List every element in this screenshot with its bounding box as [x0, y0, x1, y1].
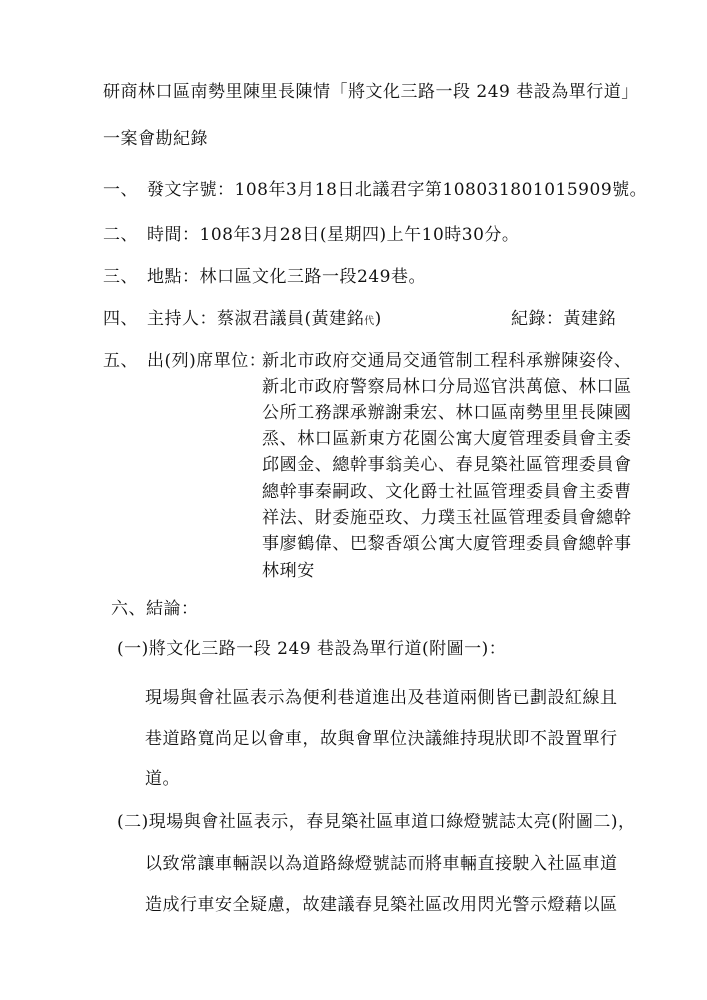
conclusion-section-line: 道。 — [145, 769, 180, 789]
item-text: 地點：林口區文化三路一段249巷。 — [147, 267, 426, 287]
conclusion-section-heading: (一)將文化三路一段 249 巷設為單行道(附圖一)： — [117, 639, 507, 659]
document-title-line-2: 一案會勘紀錄 — [103, 129, 208, 149]
attendees-label: 出(列)席單位： — [147, 351, 267, 371]
item-text: 時間：108年3月28日(星期四)上午10時30分。 — [147, 225, 520, 245]
item-number: 四、 — [103, 309, 138, 329]
conclusion-section-heading: (二)現場與會社區表示，春見築社區車道口綠燈號誌太亮(附圖二)， — [117, 812, 636, 832]
attendees-line: 烝、林口區新東方花園公寓大廈管理委員會主委 — [262, 429, 632, 449]
attendees-line: 公所工務課承辦謝秉宏、林口區南勢里里長陳國 — [262, 403, 632, 423]
attendees-line: 新北市政府交通局交通管制工程科承辦陳姿伶、 — [262, 351, 632, 371]
host-label: 主持人：蔡淑君議員(黃建銘 — [147, 309, 365, 329]
conclusion-section-line: 巷道路寬尚足以會車，故與會單位決議維持現狀即不設置單行 — [145, 729, 618, 749]
conclusion-section-line: 現場與會社區表示為便利巷道進出及巷道兩側皆已劃設紅線且 — [145, 688, 618, 708]
attendees-line: 新北市政府警察局林口分局巡官洪萬億、林口區 — [262, 377, 632, 397]
item-text: 發文字號：108年3月18日北議君字第108031801015909號。 — [147, 180, 648, 200]
item-number: 二、 — [103, 225, 138, 245]
item-issue-number — [103, 175, 647, 200]
item-attendees-label — [103, 346, 266, 371]
item-number: 五、 — [103, 351, 138, 371]
host-proxy-mark: 代 — [364, 316, 375, 327]
item-number: 三、 — [103, 267, 138, 287]
item-location — [103, 262, 426, 287]
conclusion-heading: 六、結論： — [111, 599, 199, 619]
document-title-line-1: 研商林口區南勢里陳里長陳情「將文化三路一段 249 巷設為單行道」 — [103, 82, 639, 102]
item-time — [103, 220, 519, 245]
attendees-line: 總幹事秦嗣政、文化爵士社區管理委員會主委曹 — [262, 482, 632, 502]
conclusion-section-line: 造成行車安全疑慮，故建議春見築社區改用閃光警示燈藉以區 — [145, 895, 618, 915]
attendees-line: 事廖鶴偉、巴黎香頌公寓大廈管理委員會總幹事 — [262, 534, 632, 554]
attendees-line: 祥法、財委施亞玫、力璞玉社區管理委員會總幹 — [262, 508, 632, 528]
recorder: 紀錄：黃建銘 — [511, 309, 616, 329]
attendees-line: 邱國金、總幹事翁美心、春見築社區管理委員會 — [262, 455, 632, 475]
conclusion-section-line: 以致常讓車輛誤以為道路綠燈號誌而將車輛直接駛入社區車道 — [145, 854, 618, 874]
item-number: 一、 — [103, 180, 138, 200]
attendees-line: 林琍安 — [262, 561, 315, 581]
host-close: ) — [374, 309, 382, 329]
item-host — [103, 304, 382, 329]
